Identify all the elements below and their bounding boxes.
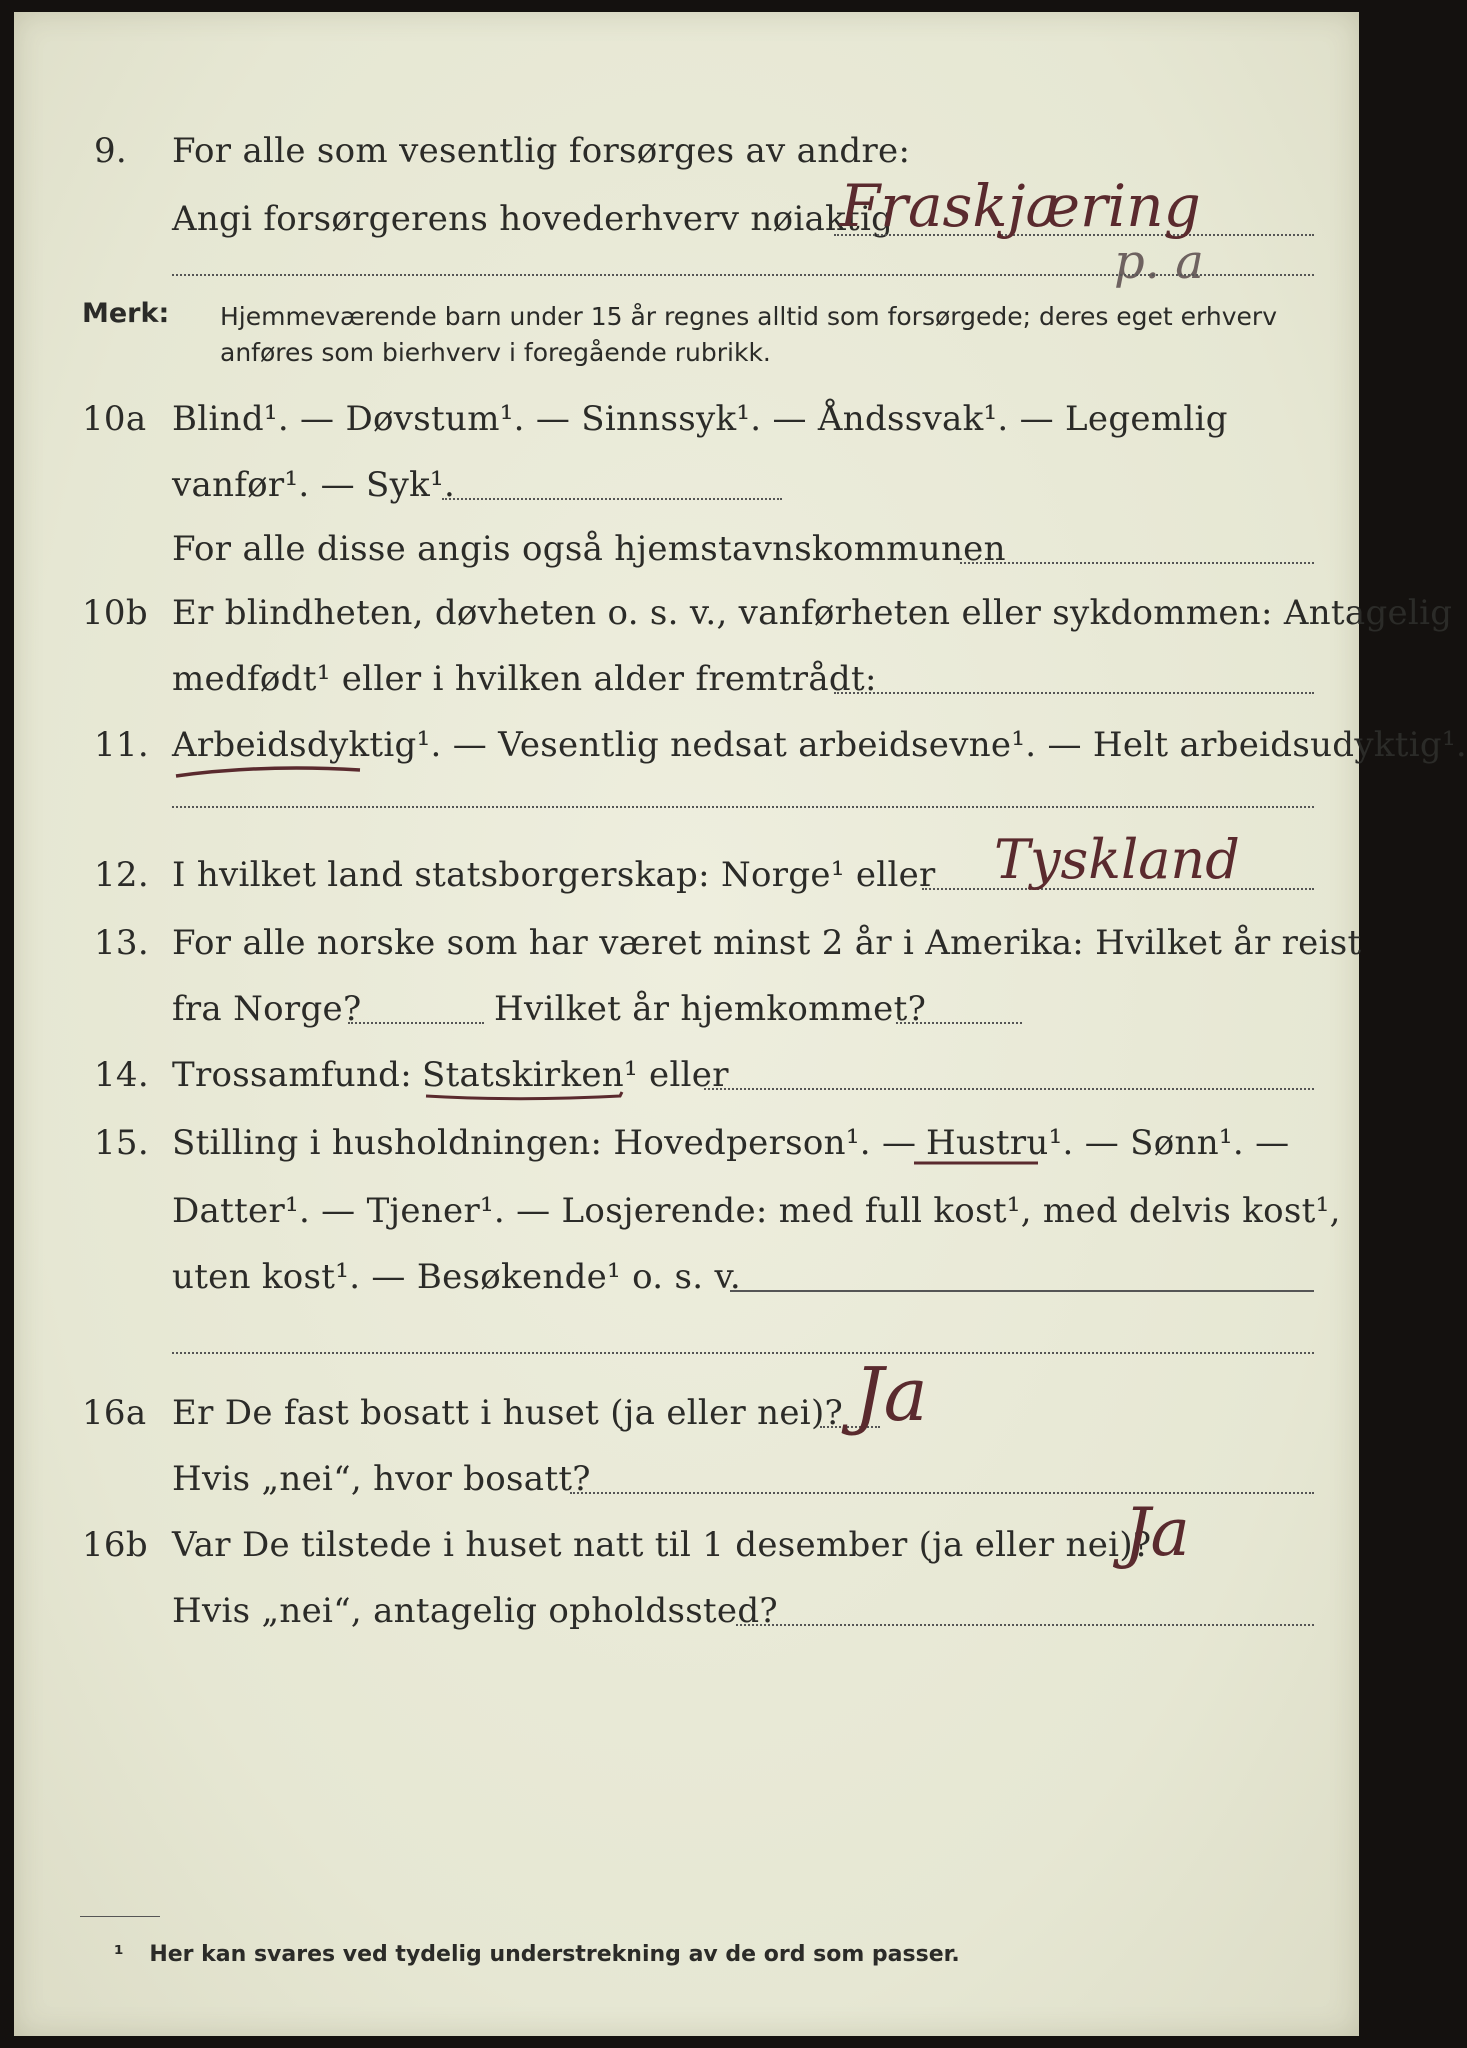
q14-underlined-answer: Statskirken <box>422 1055 624 1095</box>
q16a-text-line1: Er De fast bosatt i huset (ja eller nei)? <box>172 1393 844 1433</box>
q14-label: Trossamfund: <box>172 1055 413 1095</box>
q16b-number: 16b <box>82 1525 148 1565</box>
q11-text <box>172 725 1467 765</box>
q13-reist-line <box>348 1022 484 1024</box>
q14-answer-line <box>704 1088 1314 1090</box>
q16a-text-line2: Hvis „nei“, hvor bosatt? <box>172 1459 591 1499</box>
q15-number: 15. <box>94 1123 149 1163</box>
q11-line1 <box>14 718 1467 768</box>
q9-answer-extra: p. a <box>1114 234 1204 290</box>
q11-underlined-answer: Arbeidsdyktig <box>172 725 417 765</box>
q15-answer <box>926 1123 1290 1163</box>
q13-text-line1: For alle norske som har været minst 2 år i Amerika: Hvilket år reist <box>172 923 1362 963</box>
q10b-line1 <box>14 586 1453 636</box>
q9-text-line1: For alle som vesentlig forsørges av andre: <box>172 131 911 171</box>
q15-underline-mark <box>912 1158 1042 1172</box>
q14-number: 14. <box>94 1055 149 1095</box>
q10b-answer-line <box>834 692 1314 694</box>
q10b-line2 <box>14 652 1359 702</box>
q15-line3 <box>14 1250 1359 1300</box>
q13-number: 13. <box>94 923 149 963</box>
q16b-answer: Ja <box>1124 1494 1190 1571</box>
q9-line1 <box>14 124 1359 174</box>
q9-answer: Fraskjæring <box>840 172 1201 240</box>
q11-extra-line <box>172 806 1314 808</box>
q15-text-line3: uten kost¹. — Besøkende¹ o. s. v. <box>172 1257 742 1297</box>
q16b-text-line2: Hvis „nei“, antagelig opholdssted? <box>172 1591 778 1631</box>
q15-text-line1a: Stilling i husholdningen: Hovedperson¹. — <box>172 1123 917 1163</box>
q14-line1 <box>14 1048 1359 1098</box>
q9-extra-line <box>172 274 1314 276</box>
q10a-line3 <box>14 522 1359 572</box>
q10a-text-line2: vanfør¹. — Syk¹. <box>172 465 456 505</box>
q15-text-line2: Datter¹. — Tjener¹. — Losjerende: med full kost¹, med delvis kost¹, <box>172 1191 1341 1231</box>
q10a-text-line3: For alle disse angis også hjemstavnskommunen <box>172 529 1006 569</box>
q11-rest: ¹. — Vesentlig nedsat arbeidsevne¹. — Helt arbeidsudyktig¹. <box>416 725 1467 765</box>
q12-text: I hvilket land statsborgerskap: Norge¹ eller <box>172 855 936 895</box>
q16a-number: 16a <box>82 1393 147 1433</box>
q10a-number: 10a <box>82 399 147 439</box>
q10a-line1 <box>14 392 1359 442</box>
q16b-text-line1: Var De tilstede i huset natt til 1 desember (ja eller nei)? <box>172 1525 1152 1565</box>
merk-line2: anføres som bierhverv i foregående rubrikk. <box>220 338 771 367</box>
q11-underline-mark <box>174 764 364 784</box>
q16a-answer: Ja <box>854 1352 928 1438</box>
footnote-mark: ¹ <box>114 1942 124 1967</box>
q14-underline-mark <box>424 1090 624 1106</box>
q12-answer: Tyskland <box>994 828 1240 891</box>
q9-text-line2: Angi forsørgerens hovederhverv nøiaktig <box>172 199 894 239</box>
merk-line1: Hjemmeværende barn under 15 år regnes alltid som forsørgede; deres eget erhverv <box>220 302 1277 331</box>
footnote-rule <box>80 1916 160 1917</box>
q15-underlined-answer: Hustru <box>926 1123 1049 1163</box>
q10b-text-line1: Er blindheten, døvheten o. s. v., vanførheten eller sykdommen: Antagelig <box>172 593 1453 633</box>
q13-line2 <box>14 982 1359 1032</box>
q10a-syk-line <box>442 498 782 500</box>
census-form-page <box>14 12 1467 2036</box>
q16b-line2 <box>14 1584 1359 1634</box>
q10a-hjemstavn-line <box>960 562 1314 564</box>
q10a-line2 <box>14 458 1359 508</box>
q13-hjemkommet-line <box>896 1022 1022 1024</box>
q10b-number: 10b <box>82 593 148 633</box>
q15-text-line1b: ¹. — Sønn¹. — <box>1048 1123 1290 1163</box>
merk-label: Merk: <box>82 298 170 329</box>
q12-number: 12. <box>94 855 149 895</box>
q13-line1 <box>14 916 1362 966</box>
footnote <box>114 1942 960 1967</box>
q15-line1 <box>14 1116 1359 1166</box>
q14-rest: ¹ eller <box>624 1055 729 1095</box>
q13-text-hjemkommet: Hvilket år hjemkommet? <box>494 989 927 1029</box>
q15-extra-line <box>172 1352 1314 1354</box>
q13-text-reist: fra Norge? <box>172 989 362 1029</box>
footnote-text: Her kan svares ved tydelig understrekning av de ord som passer. <box>149 1942 960 1967</box>
q15-line2 <box>14 1184 1359 1234</box>
q10b-text-line2: medfødt¹ eller i hvilken alder fremtrådt: <box>172 659 877 699</box>
q16a-line1 <box>14 1386 1359 1436</box>
q15-answer-line <box>730 1290 1314 1292</box>
q10a-text-line1: Blind¹. — Døvstum¹. — Sinnssyk¹. — Åndssvak¹. — Legemlig <box>172 399 1228 439</box>
q11-number: 11. <box>94 725 149 765</box>
q16a-bosatt-line <box>570 1492 1314 1494</box>
q9-number: 9. <box>94 131 128 171</box>
q16b-opholdssted-line <box>736 1624 1314 1626</box>
q14-answer <box>422 1055 729 1095</box>
